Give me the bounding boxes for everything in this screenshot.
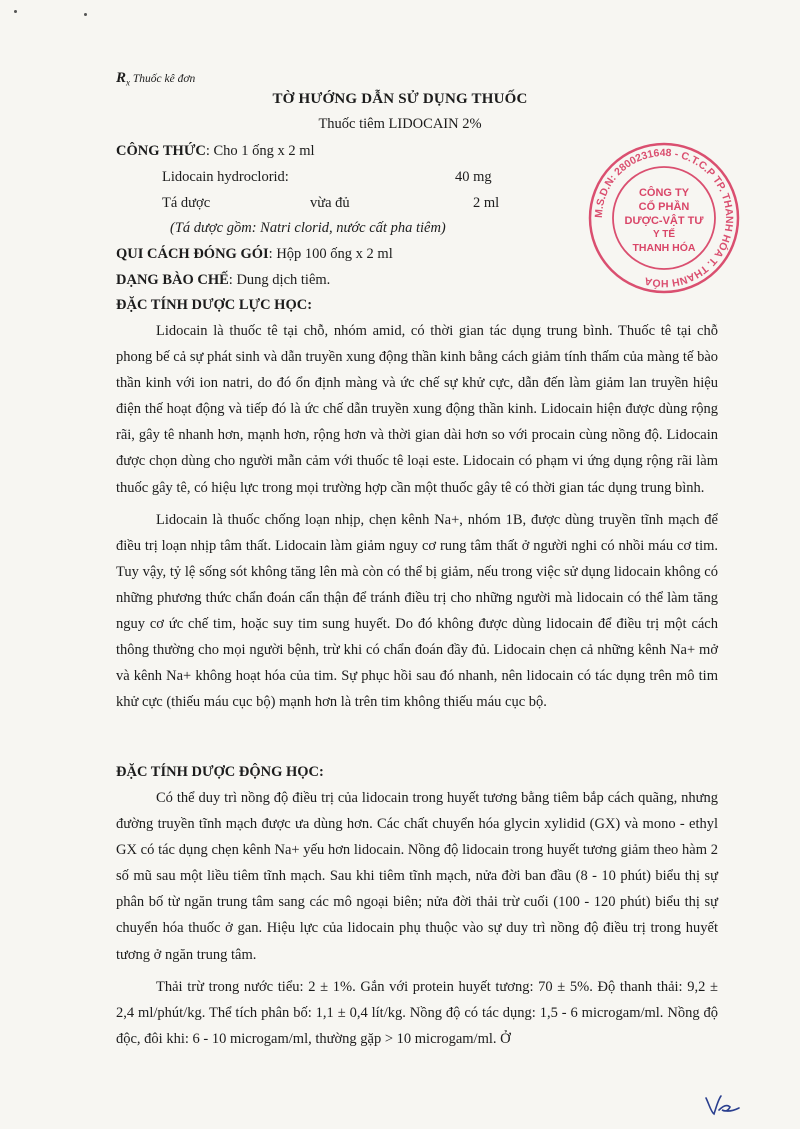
stamp-line: CỔ PHẦN [638, 201, 690, 213]
packaging-heading: QUI CÁCH ĐÓNG GÓI [116, 246, 269, 262]
signature-initials [703, 1090, 743, 1118]
pharmacodynamics-section [116, 318, 718, 715]
ingredient-name: Lidocain hydroclorid: [162, 169, 289, 185]
dosage-form-heading: DẠNG BÀO CHẾ [116, 272, 229, 288]
stamp-outer-text: M.S.D.N: 2800231648 - C.T.C.P TP. THANH HÓA T. THANH HÓA [592, 146, 736, 290]
stamp-line: DƯỢC-VẬT TƯ [624, 215, 704, 227]
document-subtitle: Thuốc tiêm LIDOCAIN 2% [318, 116, 482, 132]
stamp-line: Y TẾ [652, 229, 676, 240]
document-title: TỜ HƯỚNG DẪN SỬ DỤNG THUỐC [272, 91, 528, 107]
stamp-line: CÔNG TY [638, 187, 690, 199]
paragraph: Lidocain là thuốc tê tại chỗ, nhóm amid, có thời gian tác dụng trung bình. Thuốc tê tại chỗ phong bế cả sự phát sinh và dẫn truyền xung động thần kinh bằng cách giảm tính thấm của màng tế bào thần kinh với ion natri, do đó ổn định màng và ức chế sự khử cực, dẫn đến làm giảm lan truyền hiệu điện thế hoạt động và tiếp đó là ức chế dẫn truyền xung động thần kinh. Lidocain hiện được dùng rộng rãi, gây tê nhanh hơn, mạnh hơn, rộng hơn và thời gian dài hơn so với procain cùng nồng độ. Lidocain được chọn dùng cho người mẫn cảm với thuốc tê loại este. Lidocain có phạm vi ứng dụng rộng rãi làm thuốc gây tê, có hiệu lực trong mọi trường hợp cần một thuốc gây tê có thời gian tác dụng trung bình. [116, 323, 718, 496]
paragraph: Lidocain là thuốc chống loạn nhịp, chẹn kênh Na+, nhóm 1B, được dùng truyền tĩnh mạch để điều trị loạn nhịp tâm thất. Lidocain làm giảm nguy cơ rung tâm thất ở người nghi có nhồi máu cơ tim. Tuy vậy, tỷ lệ sống sót không tăng lên mà còn có thể bị giảm, nếu trong việc sử dụng lidocain không có những phương thức chẩn đoán cẩn thận để tránh điều trị cho những người mà lidocain có thể làm tăng nguy cơ ức chế tim, hoặc suy tim sung huyết. Do đó không được dùng lidocain để điều trị một cách thông thường cho mọi người bệnh, trừ khi có chẩn đoán đầy đủ. Lidocain chẹn cả những kênh Na+ mở và kênh Na+ không hoạt hóa của tim. Sự phục hồi sau đó nhanh, nên lidocain có tác dụng trên mô tim khử cực (thiếu máu cục bộ) mạnh hơn là trên tim không thiếu máu cục bộ. [116, 511, 718, 711]
ingredient-amount: 2 ml [473, 195, 500, 211]
rx-label: $R_x$ Thuốc kê đơn [116, 70, 196, 88]
dosage-form-text: : Dung dịch tiêm. [228, 272, 331, 288]
ingredient-amount: 40 mg [455, 169, 492, 185]
pharmacokinetics-heading: ĐẶC TÍNH DƯỢC ĐỘNG HỌC: [116, 764, 324, 780]
pharmacodynamics-heading: ĐẶC TÍNH DƯỢC LỰC HỌC: [116, 297, 313, 313]
ingredient-name: Tá dược [162, 195, 211, 211]
packaging-text: : Hộp 100 ống x 2 ml [268, 246, 393, 262]
packaging-line [116, 246, 393, 263]
stamp-line: THANH HÓA [632, 242, 696, 254]
dosage-form-line [116, 272, 330, 289]
ingredient-qualifier: vừa đủ [310, 195, 350, 211]
excipient-note: (Tá dược gồm: Natri clorid, nước cất pha tiêm) [170, 220, 446, 236]
formula-line [116, 143, 315, 160]
scan-dot [84, 13, 87, 16]
pharmacokinetics-section [116, 785, 718, 1052]
paragraph: Thải trừ trong nước tiểu: 2 ± 1%. Gắn với protein huyết tương: 70 ± 5%. Độ thanh thải: 9,2 ± 2,4 ml/phút/kg. Thể tích phân bố: 1,1 ± 0,4 lít/kg. Nồng độ có tác dụng: 1,5 - 6 microgam/ml. Nồng độ độc, đôi khi: 6 - 10 microgam/ml, thường gặp > 10 microgam/ml. Ở [116, 978, 718, 1047]
formula-heading: CÔNG THỨC [116, 143, 206, 159]
company-stamp [584, 138, 744, 298]
scan-dot [14, 10, 17, 13]
paragraph: Có thể duy trì nồng độ điều trị của lidocain trong huyết tương bằng tiêm bắp cách quãng, nhưng đường truyền tĩnh mạch được ưa dùng hơn. Các chất chuyển hóa glycin xylidid (GX) và mono - ethyl GX có tác dụng chẹn kênh Na+ yếu hơn lidocain. Nồng độ lidocain trong huyết tương giảm theo hàm 2 số mũ sau một liều tiêm tĩnh mạch. Sau khi tiêm tĩnh mạch, nửa đời ban đầu (8 - 10 phút) biểu thị sự phân bố từ ngăn trung tâm sang các mô ngoại biên; nửa đời thải trừ cuối (100 - 120 phút) biểu thị sự chuyển hóa thuốc ở gan. Hiệu lực của lidocain phụ thuộc vào sự duy trì nồng độ điều trị trong huyết tương ở ngăn trung tâm. [116, 790, 718, 963]
formula-text: : Cho 1 ống x 2 ml [205, 143, 315, 159]
